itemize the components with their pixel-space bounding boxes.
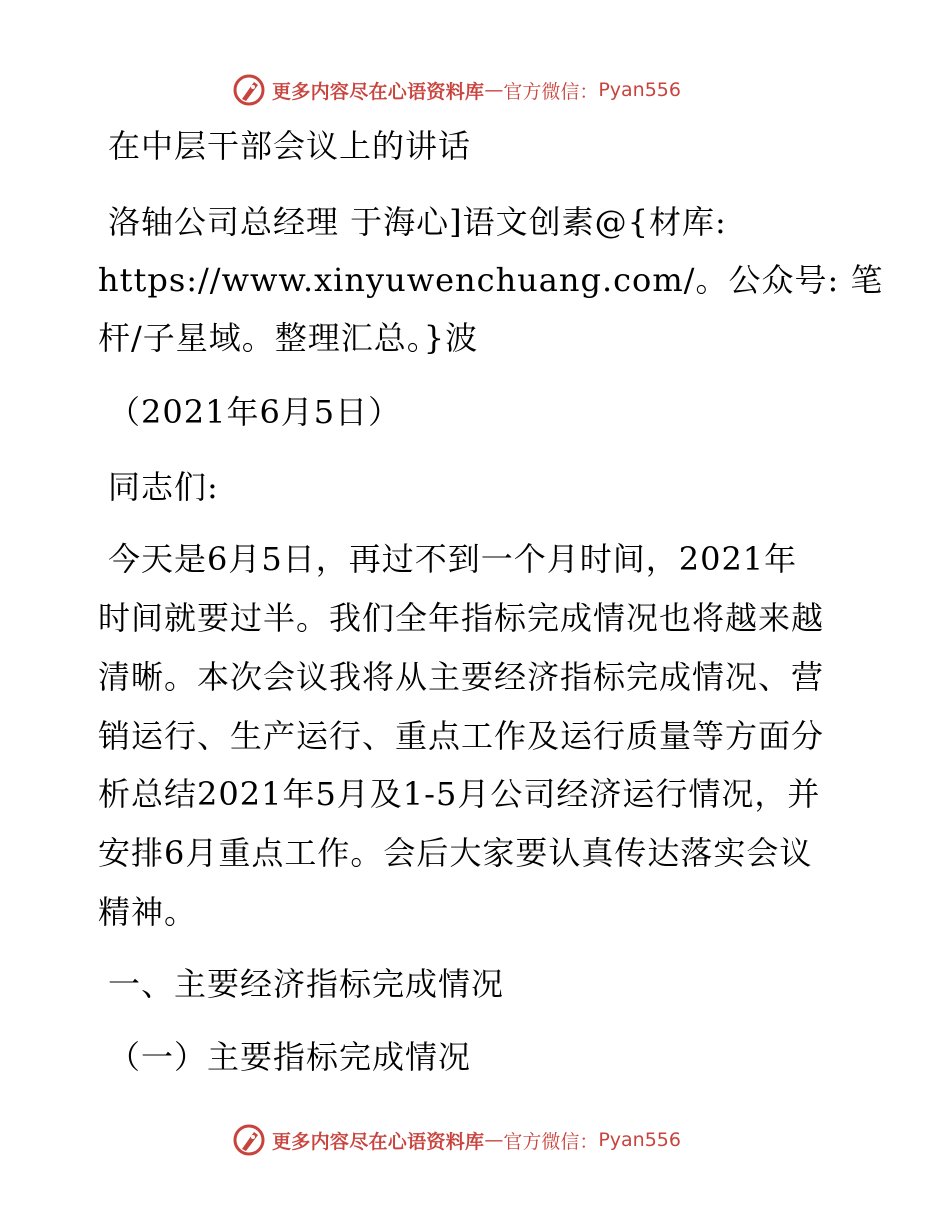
paragraph-line: 时间就要过半。我们全年指标完成情况也将越来越	[98, 599, 825, 637]
salutation: 同志们:	[108, 468, 219, 506]
author-line: 洛轴公司总经理 于海心]语文创素@{材库:	[108, 203, 727, 241]
author-line: https://www.xinyuwenchuang.com/。公众号: 笔	[98, 261, 884, 299]
document-date: （2021年6月5日）	[108, 393, 402, 431]
author-line: 杆/子星域。整理汇总。}波	[98, 319, 479, 357]
banner-separator: —	[484, 1129, 504, 1151]
banner-text: 更多内容尽在心语资料库	[272, 1130, 485, 1153]
banner-separator: —	[484, 79, 504, 101]
paragraph-line: 精神。	[98, 893, 198, 931]
footer-banner	[232, 1120, 681, 1160]
header-banner	[232, 70, 681, 110]
banner-wechat-label: 官方微信：	[503, 1130, 599, 1153]
document-title: 在中层干部会议上的讲话	[108, 127, 472, 165]
banner-wechat-id: Pyan556	[598, 79, 681, 101]
pen-nib-circle-icon	[232, 1123, 266, 1157]
paragraph-line: 析总结2021年5月及1-5月公司经济运行情况，并	[98, 775, 821, 813]
paragraph-line: 安排6月重点工作。会后大家要认真传达落实会议	[98, 834, 813, 872]
banner-wechat-id: Pyan556	[598, 1129, 681, 1151]
paragraph-line: 清晰。本次会议我将从主要经济指标完成情况、营	[98, 658, 825, 696]
paragraph-line: 今天是6月5日，再过不到一个月时间，2021年	[108, 540, 798, 578]
section-heading: 一、主要经济指标完成情况	[108, 965, 505, 1003]
paragraph-line: 销运行、生产运行、重点工作及运行质量等方面分	[98, 717, 825, 755]
subsection-heading: （一）主要指标完成情况	[108, 1038, 472, 1076]
pen-nib-circle-icon	[232, 73, 266, 107]
banner-wechat-label: 官方微信：	[503, 80, 599, 103]
banner-text: 更多内容尽在心语资料库	[272, 80, 485, 103]
